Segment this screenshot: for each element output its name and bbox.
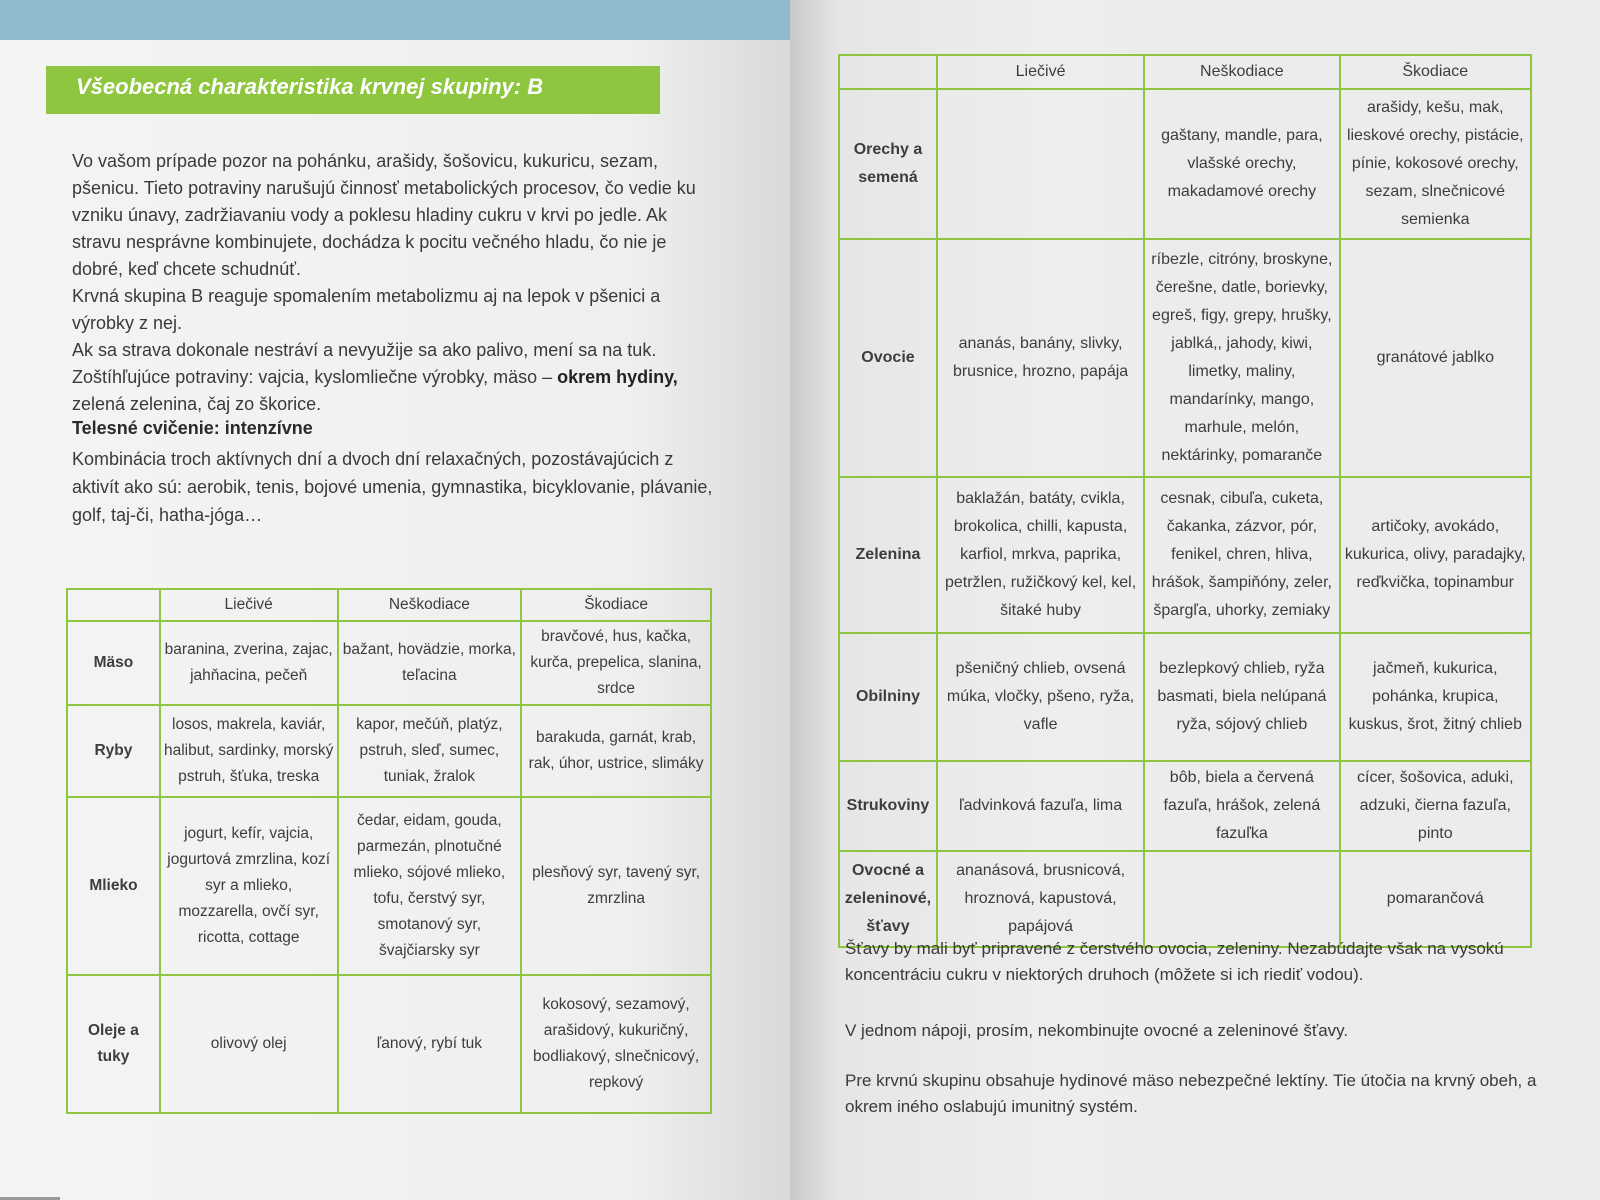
intro-paragraph-1: Vo vašom prípade pozor na pohánku, arašidy, šošovicu, kukuricu, sezam, pšenicu. Tieto potraviny narušujú činnosť metabolických procesov, čo vedie ku vzniku únavy, zadržiavaniu vody a poklesu hladiny cukru v krvi po jedle. Ak stravu nesprávne kombinujete, dochádza k pocitu večného hladu, čo nie je dobré, keď chcete schudnúť. bbox=[72, 151, 696, 279]
intro-paragraph-3: Ak sa strava dokonale nestráví a nevyužije sa ako palivo, mení sa na tuk. bbox=[72, 340, 657, 360]
row-category: Orechy a semená bbox=[839, 89, 937, 239]
section-heading-text: Všeobecná charakteristika krvnej skupiny: B bbox=[76, 74, 544, 99]
table-row bbox=[839, 761, 1531, 851]
mixing-note bbox=[845, 1018, 1545, 1044]
cell-neskodiace: gaštany, mandle, para, vlašské orechy, makadamové orechy bbox=[1144, 89, 1339, 239]
cell-neskodiace: ľanový, rybí tuk bbox=[338, 975, 522, 1113]
exercise-title: Telesné cvičenie: intenzívne bbox=[72, 418, 313, 438]
cell-skodiace: granátové jablko bbox=[1340, 239, 1531, 477]
row-category: Ovocie bbox=[839, 239, 937, 477]
cell-liecive: baranina, zverina, zajac, jahňacina, pečeň bbox=[160, 621, 338, 705]
cell-liecive: jogurt, kefír, vajcia, jogurtová zmrzlina, kozí syr a mlieko, mozzarella, ovčí syr, ricotta, cottage bbox=[160, 797, 338, 975]
intro-paragraph-4-bold: okrem hydiny, bbox=[557, 367, 678, 387]
cell-liecive bbox=[937, 89, 1144, 239]
row-category: Mäso bbox=[67, 621, 160, 705]
cell-neskodiace: bôb, biela a červená fazuľa, hrášok, zelená fazuľka bbox=[1144, 761, 1339, 851]
food-table-left bbox=[66, 588, 712, 1114]
mixing-note-paragraph: V jednom nápoji, prosím, nekombinujte ovocné a zeleninové šťavy. bbox=[845, 1021, 1349, 1040]
table-header-row bbox=[839, 55, 1531, 89]
row-category: Ryby bbox=[67, 705, 160, 797]
table-header-cell: Škodiace bbox=[1340, 55, 1531, 89]
table-row bbox=[67, 621, 711, 705]
cell-liecive: baklažán, batáty, cvikla, brokolica, chilli, kapusta, karfiol, mrkva, paprika, petržlen, ružičkový kel, kel, šitaké huby bbox=[937, 477, 1144, 633]
table-row bbox=[839, 633, 1531, 761]
table-row bbox=[839, 477, 1531, 633]
table-row bbox=[67, 975, 711, 1113]
table-row bbox=[839, 851, 1531, 947]
cell-liecive: olivový olej bbox=[160, 975, 338, 1113]
table-row bbox=[67, 705, 711, 797]
row-category: Mlieko bbox=[67, 797, 160, 975]
cell-neskodiace: čedar, eidam, gouda, parmezán, plnotučné mlieko, sójové mlieko, tofu, čerstvý syr, smotanový syr, švajčiarsky syr bbox=[338, 797, 522, 975]
table-header-cell: Škodiace bbox=[521, 589, 711, 621]
cell-skodiace: pomarančová bbox=[1340, 851, 1531, 947]
juice-note bbox=[845, 936, 1545, 988]
table-header-cell: Neškodiace bbox=[338, 589, 522, 621]
table-row bbox=[839, 239, 1531, 477]
poultry-note-paragraph: Pre krvnú skupinu obsahuje hydinové mäso nebezpečné lektíny. Tie útočia na krvný obeh, a okrem iného oslabujú imunitný systém. bbox=[845, 1071, 1537, 1116]
intro-paragraph-2: Krvná skupina B reaguje spomalením metabolizmu aj na lepok v pšenici a výrobky z nej. bbox=[72, 286, 661, 333]
row-category: Obilniny bbox=[839, 633, 937, 761]
cell-neskodiace: kapor, mečúň, platýz, pstruh, sleď, sumec, tuniak, žralok bbox=[338, 705, 522, 797]
row-category: Ovocné a zeleninové, šťavy bbox=[839, 851, 937, 947]
row-category: Oleje a tuky bbox=[67, 975, 160, 1113]
row-category: Zelenina bbox=[839, 477, 937, 633]
intro-paragraph-4-suffix: zelená zelenina, čaj zo škorice. bbox=[72, 394, 322, 414]
section-heading bbox=[46, 66, 660, 114]
exercise-text: Kombinácia troch aktívnych dní a dvoch dní relaxačných, pozostávajúcich z aktivít ako sú: aerobik, tenis, bojové umenia, gymnastika, bicyklovanie, plávanie, golf, taj-či, hatha-jóga… bbox=[72, 449, 713, 525]
cell-neskodiace: ríbezle, citróny, broskyne, čerešne, datle, borievky, egreš, figy, grepy, hrušky, jablká,, jahody, kiwi, limetky, maliny, mandarínky, mango, marhule, melón, nektárinky, pomaranče bbox=[1144, 239, 1339, 477]
cell-skodiace: arašidy, kešu, mak, lieskové orechy, pistácie, pínie, kokosové orechy, sezam, slnečnicové semienka bbox=[1340, 89, 1531, 239]
juice-note-paragraph: Šťavy by mali byť pripravené z čerstvého ovocia, zeleniny. Nezabúdajte však na vysokú koncentráciu cukru v niektorých druhoch (môžete si ich riediť vodou). bbox=[845, 939, 1504, 984]
cell-liecive: ananás, banány, slivky, brusnice, hrozno, papája bbox=[937, 239, 1144, 477]
cell-liecive: losos, makrela, kaviár, halibut, sardinky, morský pstruh, šťuka, treska bbox=[160, 705, 338, 797]
cell-skodiace: bravčové, hus, kačka, kurča, prepelica, slanina, srdce bbox=[521, 621, 711, 705]
poultry-note bbox=[845, 1068, 1545, 1120]
cell-skodiace: jačmeň, kukurica, pohánka, krupica, kuskus, šrot, žitný chlieb bbox=[1340, 633, 1531, 761]
cell-skodiace: cícer, šošovica, aduki, adzuki, čierna fazuľa, pinto bbox=[1340, 761, 1531, 851]
cell-liecive: ľadvinková fazuľa, lima bbox=[937, 761, 1144, 851]
cell-liecive: pšeničný chlieb, ovsená múka, vločky, pšeno, ryža, vafle bbox=[937, 633, 1144, 761]
table-header-cell: Liečivé bbox=[160, 589, 338, 621]
row-category: Strukoviny bbox=[839, 761, 937, 851]
cell-neskodiace: bezlepkový chlieb, ryža basmati, biela nelúpaná ryža, sójový chlieb bbox=[1144, 633, 1339, 761]
table-header-cell bbox=[839, 55, 937, 89]
cell-skodiace: plesňový syr, tavený syr, zmrzlina bbox=[521, 797, 711, 975]
cell-neskodiace bbox=[1144, 851, 1339, 947]
table-header-row bbox=[67, 589, 711, 621]
cell-skodiace: barakuda, garnát, krab, rak, úhor, ustrice, slimáky bbox=[521, 705, 711, 797]
cell-neskodiace: bažant, hovädzie, morka, teľacina bbox=[338, 621, 522, 705]
cell-skodiace: kokosový, sezamový, arašidový, kukuričný, bodliakový, slnečnicový, repkový bbox=[521, 975, 711, 1113]
cell-skodiace: artičoky, avokádo, kukurica, olivy, paradajky, reďkvička, topinambur bbox=[1340, 477, 1531, 633]
table-row bbox=[67, 797, 711, 975]
intro-text bbox=[72, 148, 720, 418]
food-table-right bbox=[838, 54, 1532, 948]
table-header-cell bbox=[67, 589, 160, 621]
cell-liecive: ananásová, brusnicová, hroznová, kapustová, papájová bbox=[937, 851, 1144, 947]
table-row bbox=[839, 89, 1531, 239]
intro-paragraph-4-prefix: Zoštíhľujúce potraviny: vajcia, kyslomliečne výrobky, mäso – bbox=[72, 367, 558, 387]
table-header-cell: Liečivé bbox=[937, 55, 1144, 89]
table-header-cell: Neškodiace bbox=[1144, 55, 1339, 89]
cell-neskodiace: cesnak, cibuľa, cuketa, čakanka, zázvor, pór, fenikel, chren, hliva, hrášok, šampiňóny, zeler, špargľa, uhorky, zemiaky bbox=[1144, 477, 1339, 633]
intro-paragraph-4 bbox=[72, 364, 720, 418]
